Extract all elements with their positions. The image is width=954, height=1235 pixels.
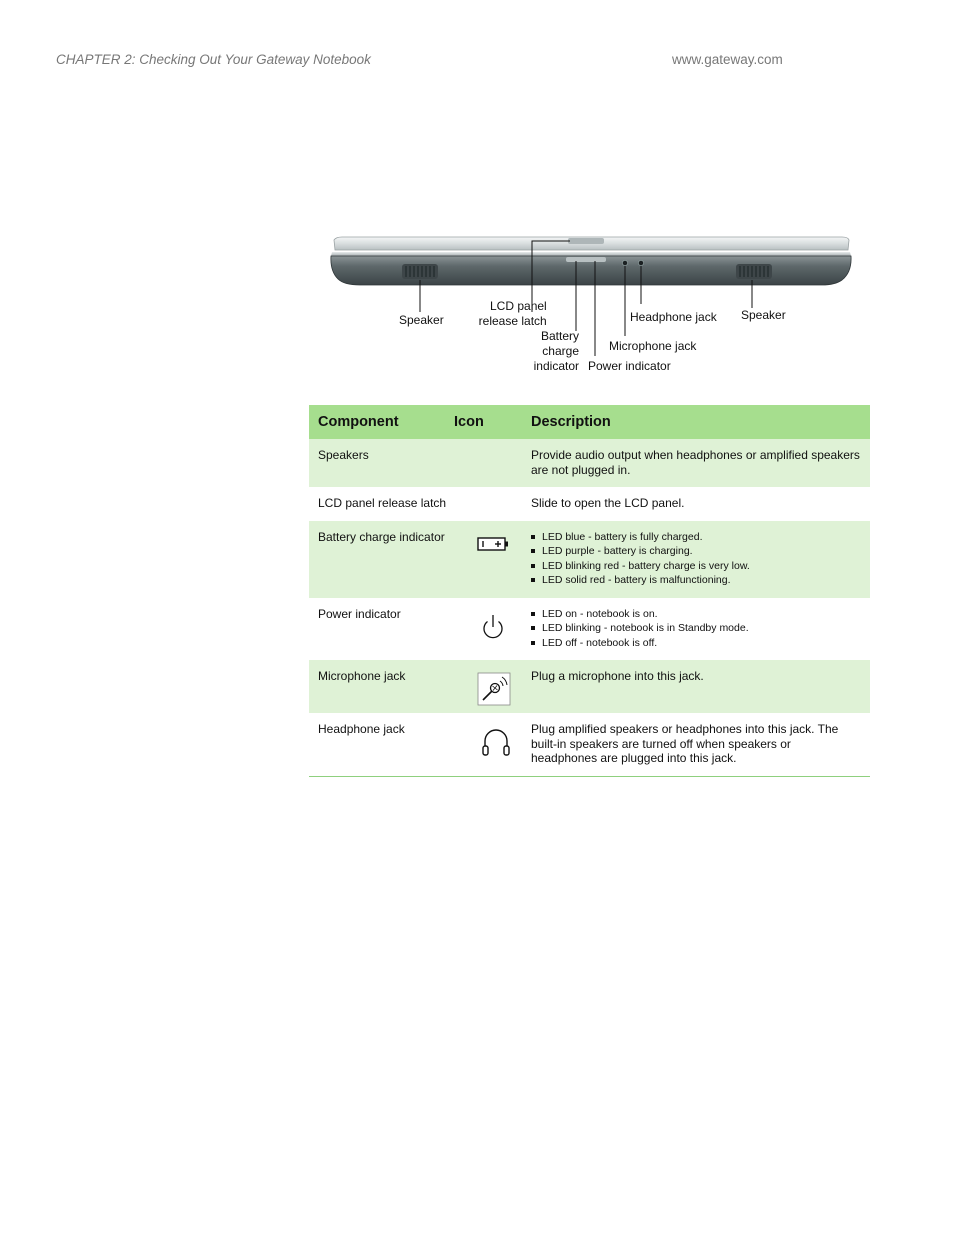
notebook-front-figure xyxy=(330,228,860,378)
icon-cell xyxy=(454,439,531,487)
description-cell xyxy=(531,521,870,598)
callout-power: Power indicator xyxy=(588,359,671,373)
lcd-latch-shape xyxy=(568,238,604,244)
list-item: LED off - notebook is off. xyxy=(531,636,860,651)
list-item: LED on - notebook is on. xyxy=(531,607,860,622)
component-cell: Microphone jack xyxy=(318,669,406,683)
power-led-list xyxy=(531,607,860,651)
header-description: Description xyxy=(531,413,611,430)
description-cell: Provide audio output when headphones or amplified speakers are not plugged in. xyxy=(531,448,860,477)
icon-cell xyxy=(454,487,531,521)
callout-battery: Battery charge indicator xyxy=(533,329,579,373)
table-row xyxy=(309,487,870,521)
list-item: LED solid red - battery is malfunctioning. xyxy=(531,573,860,588)
icon-cell xyxy=(454,713,531,776)
list-item: LED blinking red - battery charge is very low. xyxy=(531,559,860,574)
description-cell: Slide to open the LCD panel. xyxy=(531,496,685,510)
header-icon: Icon xyxy=(454,413,484,430)
icon-cell xyxy=(454,660,531,713)
description-cell xyxy=(531,598,870,661)
component-cell: Speakers xyxy=(318,448,369,462)
table-row xyxy=(309,521,870,598)
table-row xyxy=(309,660,870,713)
battery-led-list xyxy=(531,530,860,588)
power-icon xyxy=(480,613,506,641)
header-component: Component xyxy=(318,413,399,430)
list-item: LED blue - battery is fully charged. xyxy=(531,530,860,545)
description-cell: Plug a microphone into this jack. xyxy=(531,669,704,683)
icon-cell xyxy=(454,521,531,598)
callout-microphone: Microphone jack xyxy=(609,339,697,353)
left-speaker-grille xyxy=(402,264,438,279)
callout-speaker-right: Speaker xyxy=(741,308,786,322)
component-cell: LCD panel release latch xyxy=(318,496,447,510)
callout-headphone: Headphone jack xyxy=(630,310,717,324)
microphone-icon xyxy=(477,672,511,706)
icon-cell xyxy=(454,598,531,661)
component-table xyxy=(309,405,870,777)
description-cell: Plug amplified speakers or headphones into this jack. The built-in speakers are turned off when speakers or headphones are plugged into this jack. xyxy=(531,722,839,765)
headphone-jack-shape xyxy=(638,260,643,265)
table-row xyxy=(309,713,870,776)
indicator-strip xyxy=(566,257,606,262)
table-header-row xyxy=(309,405,870,439)
component-cell: Power indicator xyxy=(318,606,401,621)
battery-icon xyxy=(476,535,510,553)
chapter-header: CHAPTER 2: Checking Out Your Gateway Notebook xyxy=(56,52,371,67)
notebook-front-illustration xyxy=(330,228,860,378)
list-item: LED blinking - notebook is in Standby mode. xyxy=(531,621,860,636)
callout-speaker-left: Speaker xyxy=(399,313,444,327)
table-row xyxy=(309,598,870,661)
rim xyxy=(331,252,851,256)
website-header: www.gateway.com xyxy=(672,52,783,67)
microphone-jack-shape xyxy=(622,260,627,265)
list-item: LED purple - battery is charging. xyxy=(531,544,860,559)
component-cell: Headphone jack xyxy=(318,722,405,736)
table-row xyxy=(309,439,870,487)
headphone-icon xyxy=(480,727,512,759)
callout-lcd-latch: LCD panel release latch xyxy=(478,299,547,328)
component-cell: Battery charge indicator xyxy=(318,529,445,544)
right-speaker-grille xyxy=(736,264,772,279)
